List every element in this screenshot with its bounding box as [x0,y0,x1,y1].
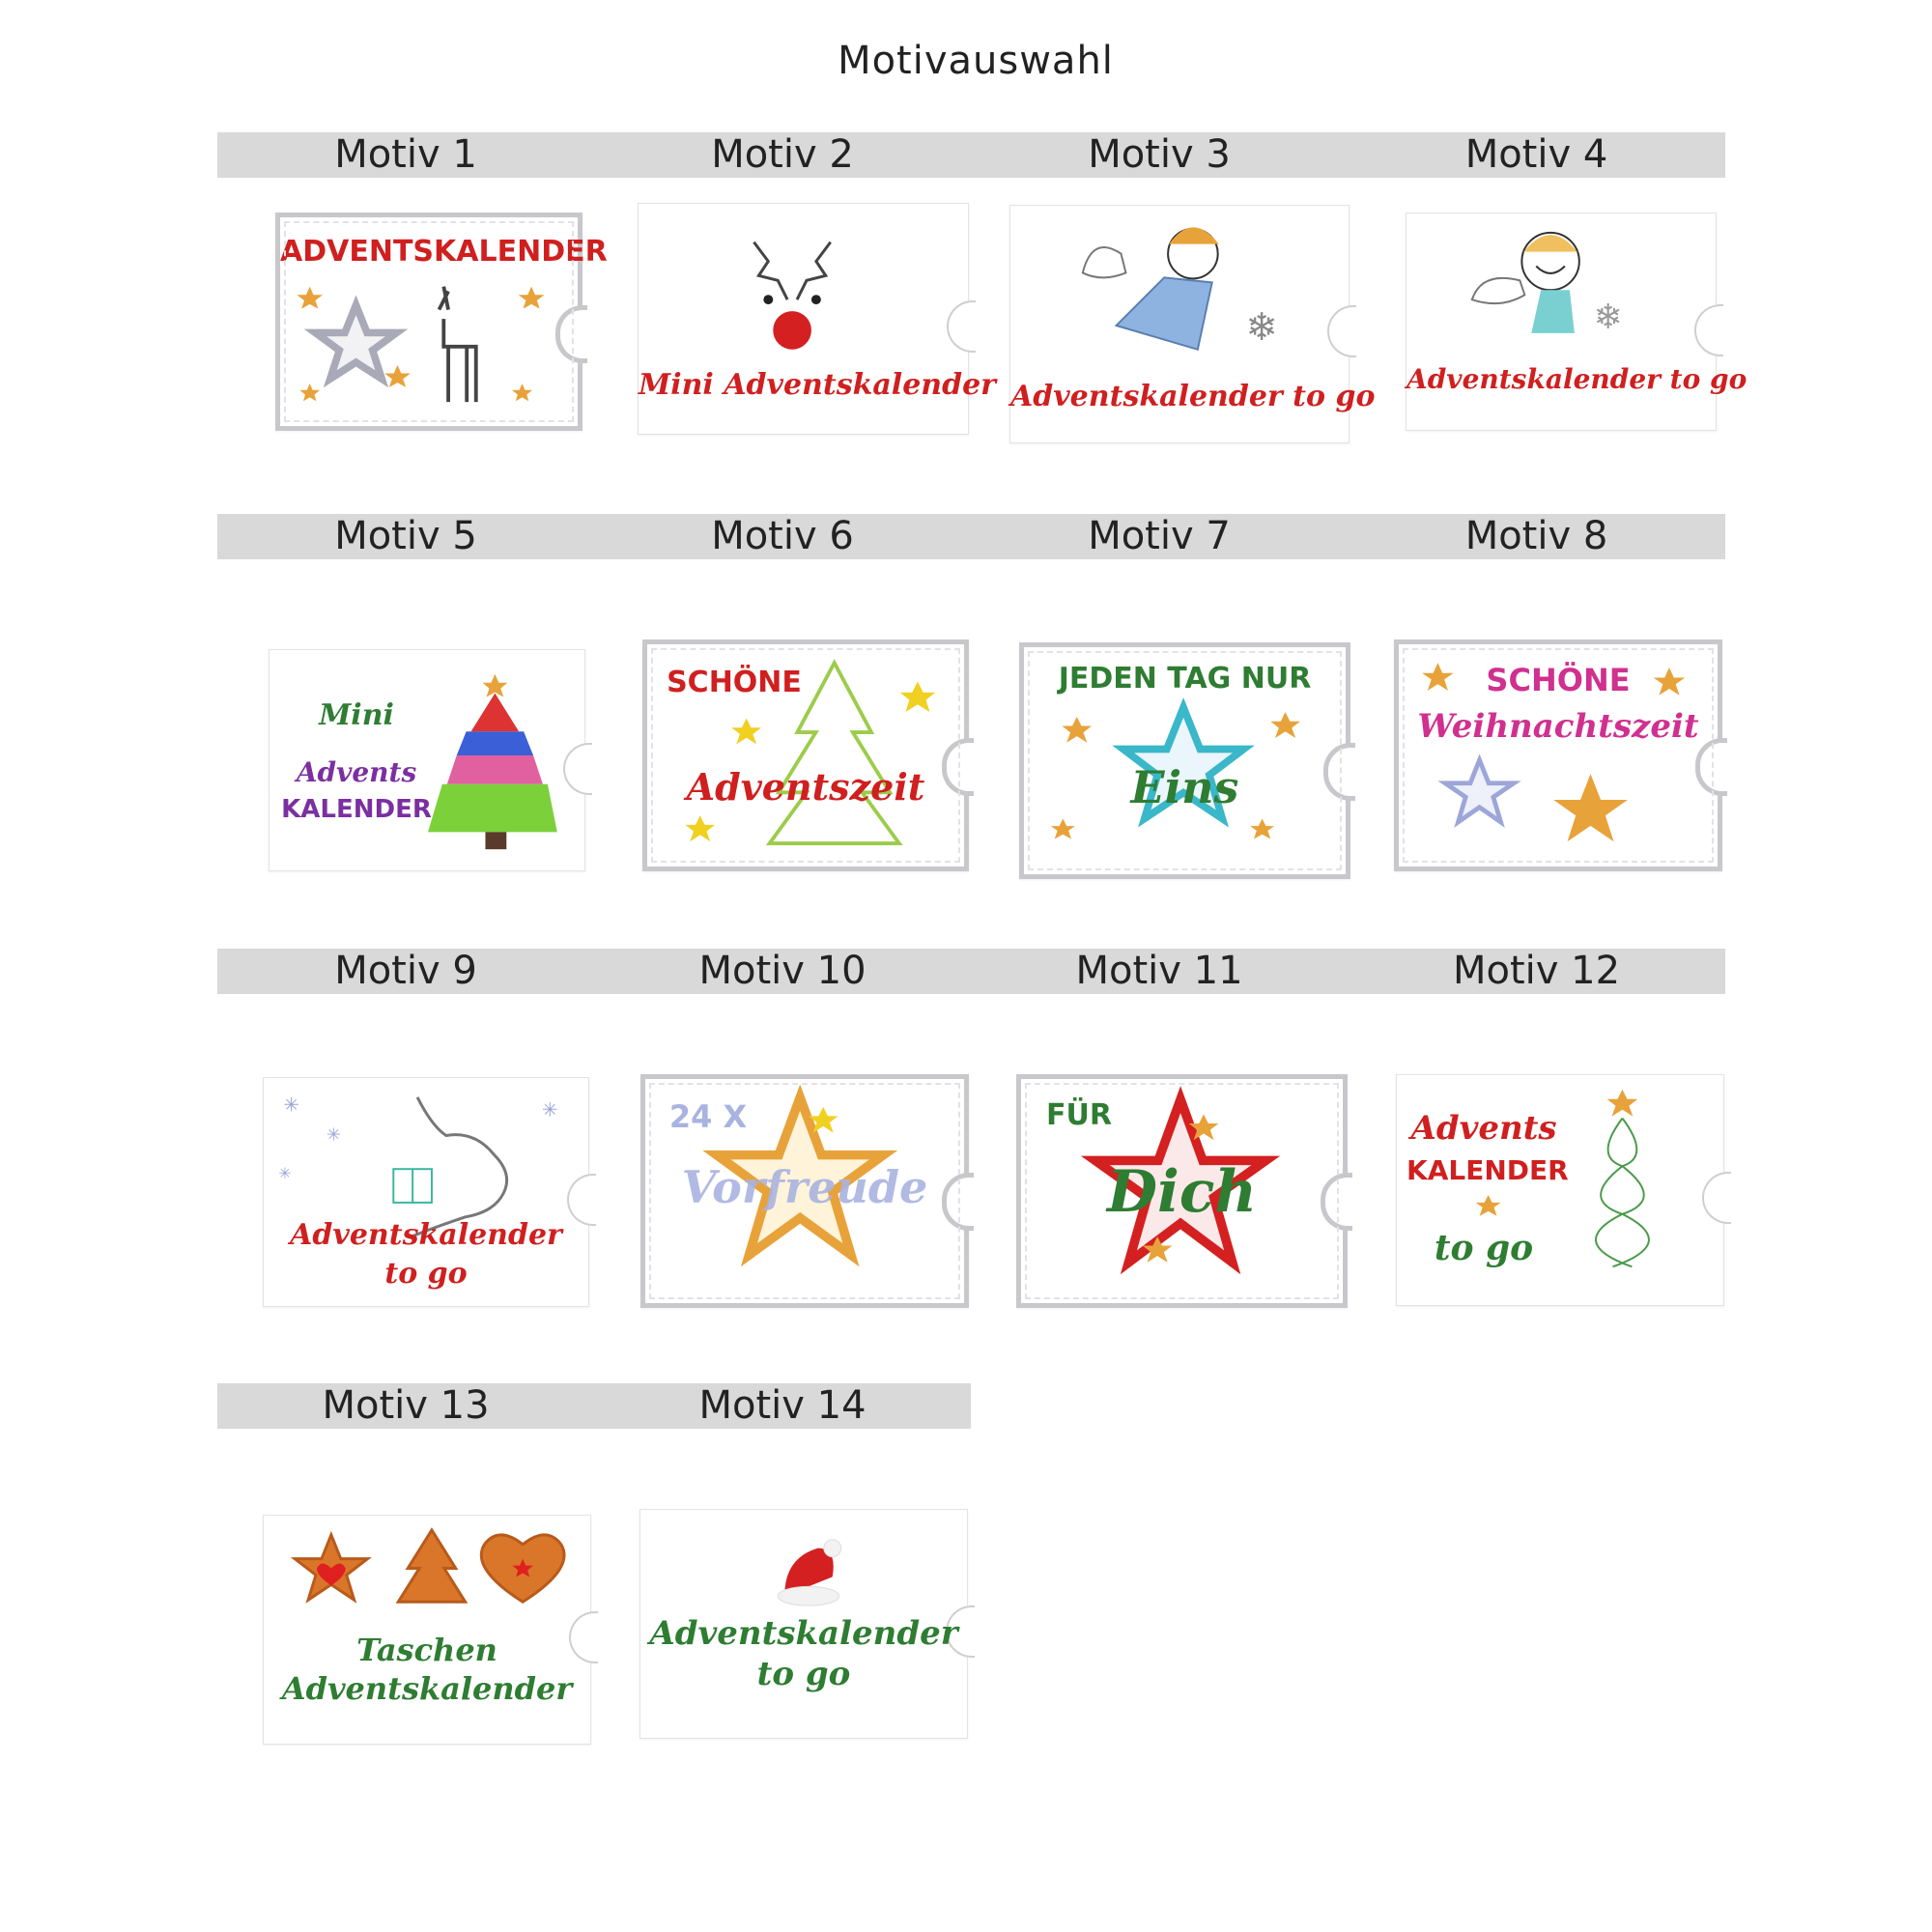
angel-icon [1406,213,1747,430]
svg-text:❄: ❄ [1245,304,1278,350]
card-text: 24 X [668,1098,748,1135]
card-text: ADVENTSKALENDER [280,235,608,269]
motiv-8-card[interactable] [1394,639,1722,871]
card-text: Dich [1107,1158,1257,1226]
svg-text:✳: ✳ [283,1094,299,1117]
card-text: Eins [1130,761,1239,813]
card-text: to go [1434,1228,1534,1268]
card-text: Adventskalender [281,1670,573,1707]
motiv-11-card[interactable] [1016,1074,1348,1308]
motiv-label: Motiv 12 [1452,949,1621,993]
card-text: Weihnachtszeit [1417,707,1699,746]
motiv-3-card[interactable] [1009,205,1376,443]
motiv-label: Motiv 9 [334,949,477,993]
motiv-label: Motiv 5 [334,514,477,558]
motiv-label: Motiv 13 [322,1383,490,1428]
christmas-tree-icon [1397,1075,1723,1305]
svg-text:✳: ✳ [326,1124,341,1146]
star-reindeer-icon [280,217,608,426]
svg-text:❄: ❄ [1593,297,1623,337]
card-text: Adventskalender [290,1218,562,1252]
motiv-label: Motiv 14 [698,1383,867,1428]
motiv-label: Motiv 10 [698,949,867,993]
card-text: KALENDER [1406,1154,1569,1186]
label-bar-row-3 [217,949,1725,994]
christmas-tree-icon [270,650,584,870]
christmas-tree-icon [647,644,964,867]
motiv-label: Motiv 11 [1075,949,1243,993]
motiv-label: Motiv 6 [711,514,854,558]
card-text: Mini [319,698,394,732]
motiv-10-card[interactable] [640,1074,969,1308]
card-text: Adventszeit [686,765,925,809]
card-text: JEDEN TAG NUR [1058,662,1312,696]
label-bar-row-4 [217,1383,971,1429]
motiv-1-card[interactable] [275,213,608,431]
card-text: Advents [1410,1109,1557,1148]
motiv-7-card[interactable] [1019,642,1350,879]
card-text: Advents [296,756,417,788]
stars-icon [1399,644,1718,867]
card-text: to go [384,1257,468,1291]
motiv-5-card[interactable] [269,649,585,871]
svg-text:✳: ✳ [278,1164,292,1183]
motiv-14-card[interactable] [639,1509,968,1739]
card-text: Adventskalender to go [1010,380,1376,413]
card-text: Vorfreude [681,1161,928,1213]
motiv-9-card[interactable] [263,1077,589,1307]
motiv-label: Motiv 1 [334,132,477,177]
svg-text:✳: ✳ [541,1098,558,1122]
motiv-label: Motiv 7 [1088,514,1231,558]
card-text: SCHÖNE [667,666,802,699]
card-text: Adventskalender [649,1614,958,1653]
motiv-2-card[interactable] [638,203,996,435]
label-bar-row-2 [217,514,1725,559]
motiv-label: Motiv 8 [1464,514,1608,558]
card-text: Taschen [356,1632,497,1668]
motiv-label: Motiv 2 [711,132,854,177]
motiv-label: Motiv 3 [1088,132,1231,177]
card-text: Adventskalender to go [1406,363,1747,395]
card-text: Mini Adventskalender [639,368,996,402]
motiv-4-card[interactable] [1406,213,1747,431]
motiv-label: Motiv 4 [1464,132,1608,177]
motiv-12-card[interactable] [1396,1074,1724,1306]
card-text: KALENDER [281,795,432,824]
motiv-6-card[interactable] [642,639,969,871]
motiv-13-card[interactable] [263,1515,591,1745]
card-text: to go [756,1655,851,1693]
page-title: Motivauswahl [838,39,1114,83]
label-bar-row-1 [217,132,1725,178]
card-text: FÜR [1046,1098,1112,1132]
gingerbread-icon [264,1516,590,1744]
card-text: SCHÖNE [1486,662,1631,698]
